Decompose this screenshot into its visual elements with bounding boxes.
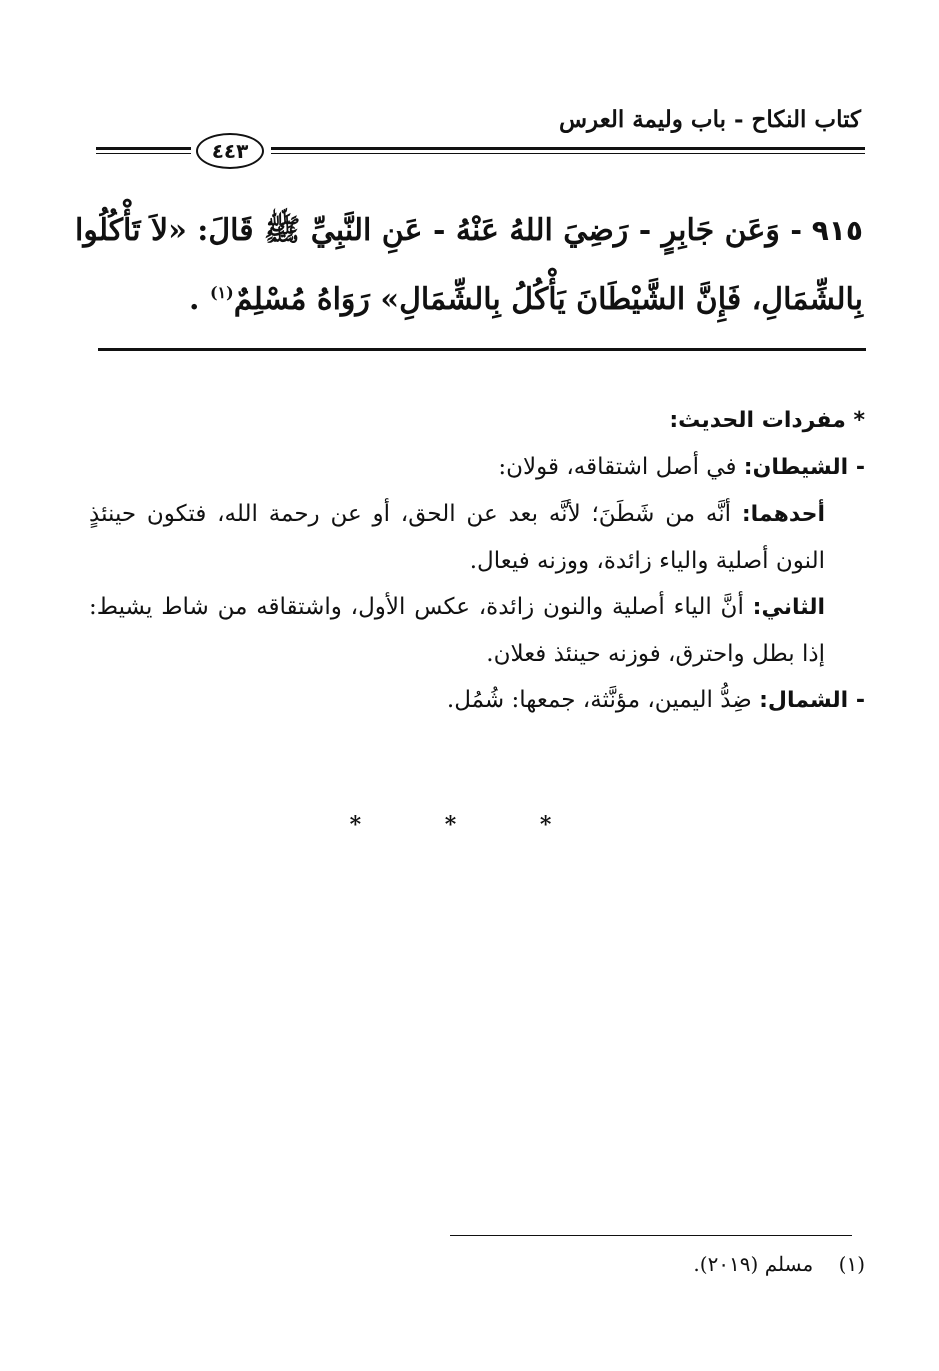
vocab-opinion-second [89, 584, 865, 677]
section-separator-stars: * * * [349, 812, 590, 838]
header-rule [271, 147, 865, 150]
vocab-term: - الشيطان: [743, 455, 865, 480]
section-divider [98, 348, 866, 351]
vocab-entry-shaytan [89, 444, 865, 491]
page-number: ٤٤٣ [211, 139, 249, 163]
vocabulary-section [89, 398, 865, 724]
vocab-entry-shimal [89, 677, 865, 724]
vocab-term: - الشمال: [759, 688, 865, 713]
opinion-label: أحدهما: [741, 502, 825, 527]
vocab-definition: في أصل اشتقاقه، قولان: [498, 454, 737, 480]
hadith-text-block [75, 200, 863, 331]
footnote-rule [450, 1235, 852, 1236]
footnote-text: مسلم (٢٠١٩). [693, 1252, 814, 1276]
running-title: كتاب النكاح - باب وليمة العرس [558, 106, 861, 133]
vocabulary-heading: * مفردات الحديث: [669, 408, 865, 433]
opinion-text: أنَّ الياء أصلية والنون زائدة، عكس الأول، واشتقاقه من شاط يشيط: إذا بطل واحترق، فوزنه حينئذ فعلان. [89, 594, 825, 667]
vocab-definition: ضِدُّ اليمين، مؤنَّثة، جمعها: شُمُل. [446, 687, 752, 713]
page-number-badge [196, 133, 264, 169]
hadith-number: ٩١٥ - [790, 214, 863, 247]
footnote-marker: (١) [838, 1252, 865, 1276]
header-rule-left [96, 147, 191, 150]
vocab-opinion-first [89, 491, 865, 584]
opinion-label: الثاني: [752, 595, 825, 620]
header-rule-left-thin [96, 153, 191, 154]
footnote-reference: (١) [209, 283, 234, 302]
footnote [693, 1252, 865, 1276]
hadith-body: وَعَن جَابِرٍ - رَضِيَ اللهُ عَنْهُ - عَنِ النَّبِيِّ ﷺ قَالَ: «لاَ تَأْكُلُوا بِالشِّمَالِ، فَإِنَّ الشَّيْطَانَ يَأْكُلُ بِالشِّمَالِ» رَوَاهُ مُسْلِمٌ [75, 213, 863, 317]
hadith-end: . [189, 282, 200, 317]
opinion-text: أنَّه من شَطَنَ؛ لأنَّه بعد عن الحق، أو عن رحمة الله، فتكون حينئذٍ النون أصلية والياء زائدة، ووزنه فيعال. [89, 501, 825, 574]
header-rule-thin [271, 153, 865, 154]
